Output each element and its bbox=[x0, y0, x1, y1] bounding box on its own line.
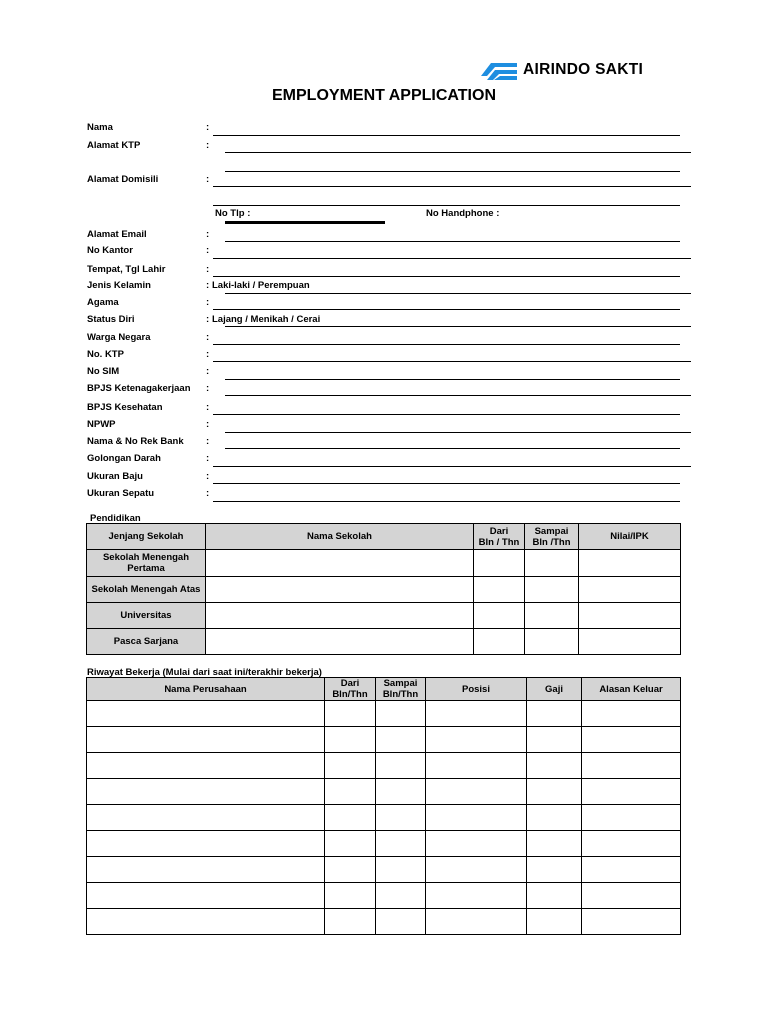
education-header-cell: Nama Sekolah bbox=[206, 524, 474, 550]
field-label-alamat-email: Alamat Email bbox=[87, 229, 147, 240]
work-input-cell[interactable] bbox=[376, 727, 426, 753]
work-input-cell[interactable] bbox=[376, 753, 426, 779]
field-colon: : bbox=[206, 332, 210, 343]
work-input-cell[interactable] bbox=[87, 857, 325, 883]
education-input-cell[interactable] bbox=[579, 629, 681, 655]
work-history-row bbox=[87, 909, 681, 935]
work-history-row bbox=[87, 831, 681, 857]
field-input-line-status-diri[interactable] bbox=[225, 326, 691, 327]
field-colon: : bbox=[206, 436, 210, 447]
education-section-title: Pendidikan bbox=[90, 513, 141, 524]
work-input-cell[interactable] bbox=[527, 701, 582, 727]
work-input-cell[interactable] bbox=[527, 727, 582, 753]
work-history-row bbox=[87, 857, 681, 883]
work-header-cell: Alasan Keluar bbox=[582, 678, 681, 701]
work-input-cell[interactable] bbox=[376, 805, 426, 831]
field-input-line-jenis-kelamin[interactable] bbox=[225, 293, 691, 294]
education-input-cell[interactable] bbox=[474, 550, 525, 577]
work-header-cell: Posisi bbox=[426, 678, 527, 701]
work-input-cell[interactable] bbox=[426, 909, 527, 935]
work-input-cell[interactable] bbox=[87, 753, 325, 779]
work-input-cell[interactable] bbox=[325, 831, 376, 857]
phone-label: No Tlp : bbox=[215, 208, 251, 219]
education-input-cell[interactable] bbox=[525, 603, 579, 629]
field-input-line-ukuran-baju[interactable] bbox=[213, 483, 680, 484]
field-label-jenis-kelamin: Jenis Kelamin bbox=[87, 280, 151, 291]
work-input-cell[interactable] bbox=[87, 727, 325, 753]
field-input-line-tempat-tgl-lahir[interactable] bbox=[213, 276, 680, 277]
field-colon: : bbox=[206, 140, 210, 151]
education-row bbox=[87, 550, 681, 577]
field-colon: : bbox=[206, 453, 210, 464]
work-header-cell: Nama Perusahaan bbox=[87, 678, 325, 701]
work-input-cell[interactable] bbox=[325, 701, 376, 727]
work-input-cell[interactable] bbox=[582, 909, 681, 935]
page-title: EMPLOYMENT APPLICATION bbox=[272, 87, 496, 104]
work-input-cell[interactable] bbox=[426, 883, 527, 909]
work-input-cell[interactable] bbox=[325, 909, 376, 935]
field-input-line-npwp[interactable] bbox=[225, 432, 691, 433]
education-row bbox=[87, 629, 681, 655]
field-label-ukuran-baju: Ukuran Baju bbox=[87, 471, 143, 482]
company-logo bbox=[481, 58, 669, 82]
field-input-line-alamat-domisili[interactable] bbox=[213, 186, 691, 187]
field-colon: : bbox=[206, 366, 210, 377]
education-row bbox=[87, 603, 681, 629]
field-label-no-ktp: No. KTP bbox=[87, 349, 124, 360]
field-label-warga-negara: Warga Negara bbox=[87, 332, 151, 343]
work-input-cell[interactable] bbox=[527, 883, 582, 909]
work-input-cell[interactable] bbox=[87, 909, 325, 935]
field-label-bpjs-kesehatan: BPJS Kesehatan bbox=[87, 402, 163, 413]
field-input-line-alamat-email[interactable] bbox=[225, 241, 680, 242]
field-colon: : bbox=[206, 229, 210, 240]
work-history-row bbox=[87, 883, 681, 909]
work-history-row bbox=[87, 805, 681, 831]
address-input-line[interactable] bbox=[213, 205, 680, 206]
work-input-cell[interactable] bbox=[325, 727, 376, 753]
field-input-line-alamat-domisili[interactable] bbox=[225, 171, 680, 172]
field-colon: : bbox=[206, 383, 210, 394]
field-input-line-alamat-ktp[interactable] bbox=[225, 152, 691, 153]
work-input-cell[interactable] bbox=[426, 753, 527, 779]
field-label-agama: Agama bbox=[87, 297, 119, 308]
field-input-line-bpjs-kesehatan[interactable] bbox=[213, 414, 680, 415]
field-label-golongan-darah: Golongan Darah bbox=[87, 453, 161, 464]
education-input-cell[interactable] bbox=[525, 550, 579, 577]
field-input-line-no-ktp[interactable] bbox=[213, 361, 691, 362]
work-section-title: Riwayat Bekerja (Mulai dari saat ini/terakhir bekerja) bbox=[87, 667, 322, 678]
education-table bbox=[86, 523, 681, 655]
field-label-no-kantor: No Kantor bbox=[87, 245, 133, 256]
field-value-status-diri[interactable]: Lajang / Menikah / Cerai bbox=[212, 314, 321, 325]
education-header-cell: Dari Bln / Thn bbox=[474, 524, 525, 550]
field-colon: : bbox=[206, 488, 210, 499]
field-label-nama-no-rek-bank: Nama & No Rek Bank bbox=[87, 436, 184, 447]
field-input-line-nama[interactable] bbox=[213, 135, 680, 136]
education-input-cell[interactable] bbox=[525, 577, 579, 603]
work-input-cell[interactable] bbox=[582, 805, 681, 831]
work-input-cell[interactable] bbox=[426, 727, 527, 753]
field-input-line-bpjs-ketenagakerjaan[interactable] bbox=[225, 395, 691, 396]
work-input-cell[interactable] bbox=[87, 883, 325, 909]
education-input-cell[interactable] bbox=[525, 629, 579, 655]
work-history-row bbox=[87, 779, 681, 805]
work-input-cell[interactable] bbox=[325, 779, 376, 805]
work-history-row bbox=[87, 727, 681, 753]
work-input-cell[interactable] bbox=[527, 753, 582, 779]
work-input-cell[interactable] bbox=[376, 909, 426, 935]
work-input-cell[interactable] bbox=[87, 779, 325, 805]
work-input-cell[interactable] bbox=[527, 909, 582, 935]
company-name: AIRINDO SAKTI bbox=[523, 61, 644, 78]
work-input-cell[interactable] bbox=[376, 883, 426, 909]
work-input-cell[interactable] bbox=[582, 779, 681, 805]
education-header-cell: Sampai Bln /Thn bbox=[525, 524, 579, 550]
education-input-cell[interactable] bbox=[579, 577, 681, 603]
field-label-no-sim: No SIM bbox=[87, 366, 120, 377]
education-input-cell[interactable] bbox=[579, 550, 681, 577]
work-input-cell[interactable] bbox=[376, 857, 426, 883]
work-input-cell[interactable] bbox=[582, 883, 681, 909]
field-label-alamat-ktp: Alamat KTP bbox=[87, 140, 141, 151]
work-input-cell[interactable] bbox=[527, 831, 582, 857]
work-input-cell[interactable] bbox=[426, 701, 527, 727]
work-history-row bbox=[87, 701, 681, 727]
work-header-cell: Sampai Bln/Thn bbox=[376, 678, 426, 701]
field-input-line-warga-negara[interactable] bbox=[213, 344, 680, 345]
education-input-cell[interactable] bbox=[206, 550, 474, 577]
work-input-cell[interactable] bbox=[325, 805, 376, 831]
field-label-bpjs-ketenagakerjaan: BPJS Ketenagakerjaan bbox=[87, 383, 191, 394]
field-colon: : bbox=[206, 245, 210, 256]
work-input-cell[interactable] bbox=[582, 831, 681, 857]
field-colon: : bbox=[206, 280, 210, 291]
work-input-cell[interactable] bbox=[325, 857, 376, 883]
work-input-cell[interactable] bbox=[582, 701, 681, 727]
field-label-alamat-domisili: Alamat Domisili bbox=[87, 174, 159, 185]
field-input-line-no-sim[interactable] bbox=[225, 379, 680, 380]
field-label-ukuran-sepatu: Ukuran Sepatu bbox=[87, 488, 155, 499]
field-input-line-no-kantor[interactable] bbox=[213, 258, 691, 259]
field-colon: : bbox=[206, 264, 210, 275]
phone-input-line[interactable] bbox=[225, 221, 385, 224]
work-input-cell[interactable] bbox=[527, 857, 582, 883]
work-input-cell[interactable] bbox=[426, 779, 527, 805]
work-input-cell[interactable] bbox=[376, 779, 426, 805]
work-input-cell[interactable] bbox=[426, 857, 527, 883]
work-input-cell[interactable] bbox=[582, 727, 681, 753]
education-level-cell: Sekolah Menengah Atas bbox=[87, 577, 206, 603]
field-input-line-agama[interactable] bbox=[213, 309, 680, 310]
field-input-line-ukuran-sepatu[interactable] bbox=[213, 501, 680, 502]
education-level-cell: Pasca Sarjana bbox=[87, 629, 206, 655]
education-level-cell: Sekolah Menengah Pertama bbox=[87, 550, 206, 577]
field-colon: : bbox=[206, 174, 210, 185]
field-colon: : bbox=[206, 314, 210, 325]
education-row bbox=[87, 577, 681, 603]
field-input-line-golongan-darah[interactable] bbox=[213, 466, 691, 467]
field-label-npwp: NPWP bbox=[87, 419, 116, 430]
education-input-cell[interactable] bbox=[474, 603, 525, 629]
field-colon: : bbox=[206, 419, 210, 430]
work-history-row bbox=[87, 753, 681, 779]
education-input-cell[interactable] bbox=[206, 629, 474, 655]
work-input-cell[interactable] bbox=[426, 831, 527, 857]
work-input-cell[interactable] bbox=[87, 701, 325, 727]
field-colon: : bbox=[206, 471, 210, 482]
field-colon: : bbox=[206, 297, 210, 308]
education-level-cell: Universitas bbox=[87, 603, 206, 629]
handphone-label: No Handphone : bbox=[426, 208, 500, 219]
airindo-logo-icon bbox=[481, 60, 517, 80]
work-input-cell[interactable] bbox=[582, 857, 681, 883]
education-input-cell[interactable] bbox=[206, 603, 474, 629]
work-header-cell: Gaji bbox=[527, 678, 582, 701]
work-input-cell[interactable] bbox=[426, 805, 527, 831]
field-colon: : bbox=[206, 349, 210, 360]
education-input-cell[interactable] bbox=[206, 577, 474, 603]
field-label-tempat-tgl-lahir: Tempat, Tgl Lahir bbox=[87, 264, 166, 275]
field-colon: : bbox=[206, 122, 210, 133]
field-input-line-nama-no-rek-bank[interactable] bbox=[225, 448, 680, 449]
field-label-status-diri: Status Diri bbox=[87, 314, 135, 325]
work-header-cell: Dari Bln/Thn bbox=[325, 678, 376, 701]
education-input-cell[interactable] bbox=[474, 629, 525, 655]
work-input-cell[interactable] bbox=[87, 805, 325, 831]
education-input-cell[interactable] bbox=[474, 577, 525, 603]
education-header-cell: Jenjang Sekolah bbox=[87, 524, 206, 550]
work-input-cell[interactable] bbox=[376, 701, 426, 727]
field-label-nama: Nama bbox=[87, 122, 113, 133]
field-colon: : bbox=[206, 402, 210, 413]
work-input-cell[interactable] bbox=[87, 831, 325, 857]
work-input-cell[interactable] bbox=[376, 831, 426, 857]
education-input-cell[interactable] bbox=[579, 603, 681, 629]
work-input-cell[interactable] bbox=[527, 805, 582, 831]
field-value-jenis-kelamin[interactable]: Laki-laki / Perempuan bbox=[212, 280, 310, 291]
work-input-cell[interactable] bbox=[527, 779, 582, 805]
work-history-table bbox=[86, 677, 681, 935]
education-header-cell: Nilai/IPK bbox=[579, 524, 681, 550]
work-input-cell[interactable] bbox=[325, 753, 376, 779]
work-input-cell[interactable] bbox=[582, 753, 681, 779]
work-input-cell[interactable] bbox=[325, 883, 376, 909]
